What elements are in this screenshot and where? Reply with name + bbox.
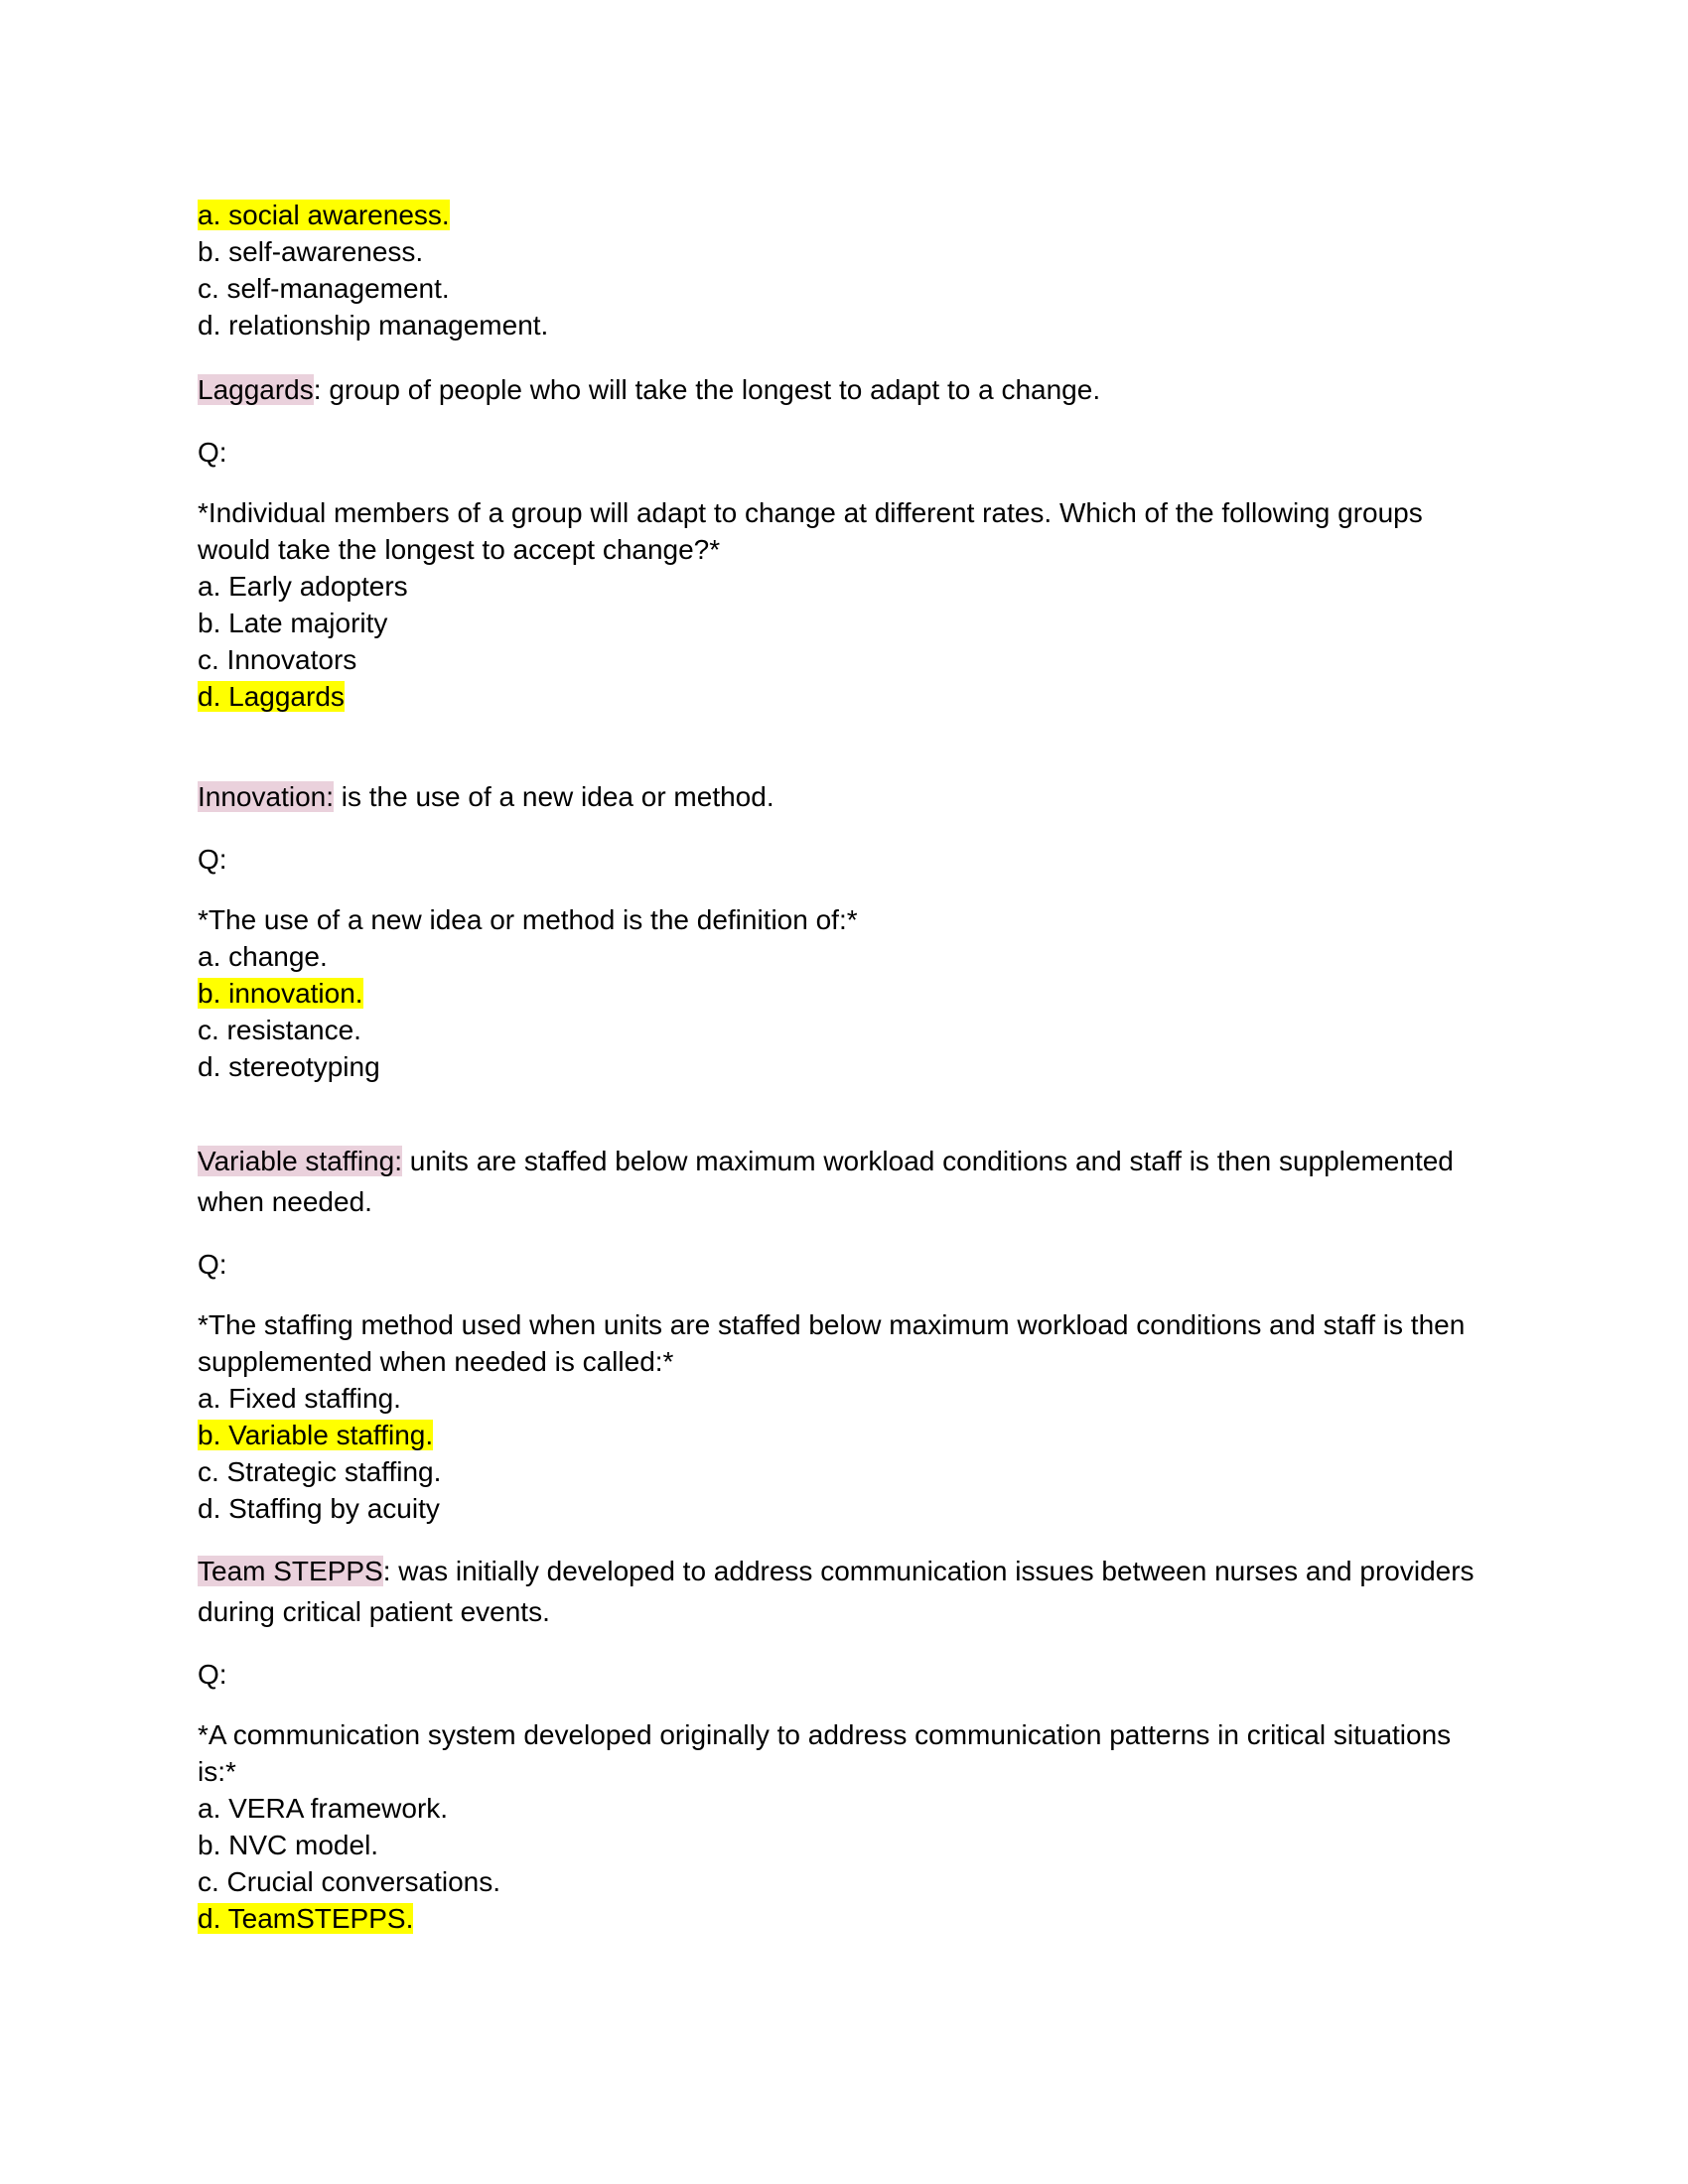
answer-choice: a. Early adopters <box>198 571 408 602</box>
definition-line <box>198 1141 1488 1222</box>
answer-choice-highlighted: b. Variable staffing. <box>198 1420 434 1450</box>
definition-text: is the use of a new idea or method. <box>334 781 774 812</box>
document-content <box>198 197 1488 1937</box>
answer-choice: b. NVC model. <box>198 1830 379 1860</box>
answer-choice: d. Staffing by acuity <box>198 1493 440 1524</box>
section-laggards <box>198 369 1488 715</box>
definition-text: : group of people who will take the longest to adapt to a change. <box>313 374 1101 405</box>
term: Innovation: <box>198 781 334 812</box>
term: Laggards <box>198 374 314 405</box>
section-innovation <box>198 776 1488 1085</box>
answer-choice: b. self-awareness. <box>198 236 424 267</box>
answer-choice: d. relationship management. <box>198 310 549 341</box>
question-label: Q: <box>198 437 227 468</box>
section-team-stepps <box>198 1551 1488 1937</box>
answer-choice: a. Fixed staffing. <box>198 1383 401 1414</box>
question-label: Q: <box>198 844 227 875</box>
definition-line <box>198 776 1488 817</box>
question-label: Q: <box>198 1659 227 1690</box>
answer-choice-highlighted: d. Laggards <box>198 681 345 712</box>
question-text: *The staffing method used when units are staffed below maximum workload conditions and staff is then supplemented when needed is called:* <box>198 1309 1466 1377</box>
answer-choice: c. resistance. <box>198 1015 361 1045</box>
definition-line <box>198 1551 1488 1632</box>
definition-text: : was initially developed to address communication issues between nurses and providers during critical patient events. <box>198 1556 1475 1627</box>
answer-choice: c. Innovators <box>198 644 357 675</box>
answer-choice: a. change. <box>198 941 328 972</box>
prev-question-choices <box>198 197 1488 343</box>
question-label: Q: <box>198 1249 227 1280</box>
answer-choice-highlighted: a. social awareness. <box>198 200 450 230</box>
term: Variable staffing: <box>198 1146 402 1176</box>
answer-choice-highlighted: b. innovation. <box>198 978 363 1009</box>
answer-choice: c. self-management. <box>198 273 450 304</box>
answer-choice-highlighted: d. TeamSTEPPS. <box>198 1903 414 1934</box>
answer-choice: c. Strategic staffing. <box>198 1456 442 1487</box>
definition-line <box>198 369 1488 410</box>
answer-choice: d. stereotyping <box>198 1051 380 1082</box>
question-text: *The use of a new idea or method is the definition of:* <box>198 904 858 935</box>
answer-choice: c. Crucial conversations. <box>198 1866 501 1897</box>
section-variable-staffing <box>198 1141 1488 1527</box>
answer-choice: a. VERA framework. <box>198 1793 449 1824</box>
question-text: *Individual members of a group will adapt to change at different rates. Which of the following groups would take the longest to accept change?* <box>198 497 1423 565</box>
question-text: *A communication system developed originally to address communication patterns in critical situations is:* <box>198 1719 1452 1787</box>
answer-choice: b. Late majority <box>198 608 388 638</box>
term: Team STEPPS <box>198 1556 383 1586</box>
definition-text: units are staffed below maximum workload conditions and staff is then supplemented when needed. <box>198 1146 1454 1217</box>
